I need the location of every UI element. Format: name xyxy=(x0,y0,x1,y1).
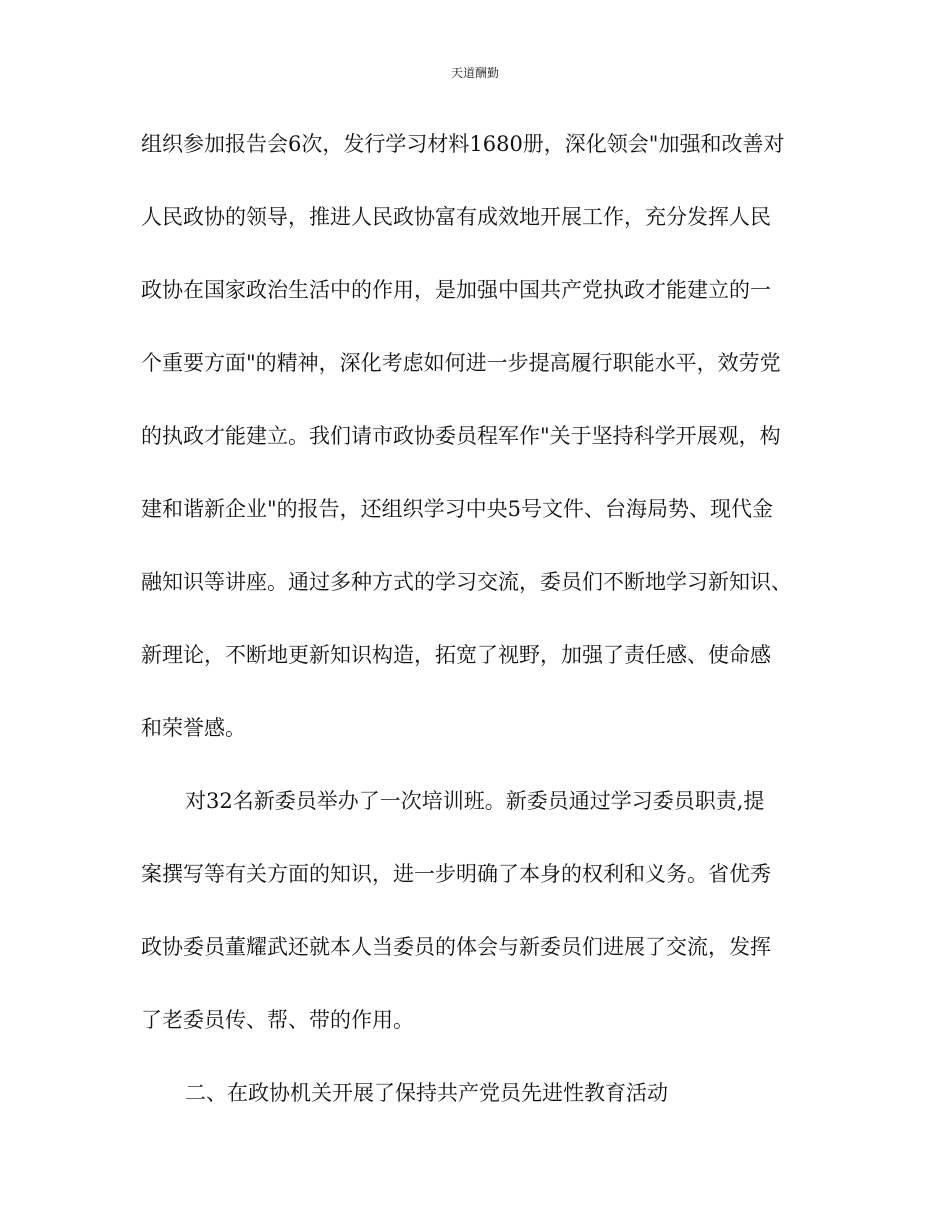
text-line: 个重要方面"的精神，深化考虑如何进一步提高履行职能水平，效劳党 xyxy=(141,351,781,375)
text-line: 政协在国家政治生活中的作用，是加强中国共产党执政才能建立的一 xyxy=(141,278,771,302)
text-line: 建和谐新企业"的报告，还组织学习中央5号文件、台海局势、现代金 xyxy=(141,497,774,521)
text-line: 人民政协的领导，推进人民政协富有成效地开展工作，充分发挥人民 xyxy=(141,205,771,229)
document-body xyxy=(141,122,831,1144)
text-line: 和荣誉感。 xyxy=(141,716,246,740)
text-line: 组织参加报告会6次，发行学习材料1680册，深化领会"加强和改善对 xyxy=(141,132,785,156)
text-line: 新理论，不断地更新知识构造，拓宽了视野，加强了责任感、使命感 xyxy=(141,643,771,667)
page-header: 天道酬勤 xyxy=(450,66,499,80)
text-line: 融知识等讲座。通过多种方式的学习交流，委员们不断地学习新知识、 xyxy=(141,570,792,594)
text-line: 政协委员董耀武还就本人当委员的体会与新委员们进展了交流，发挥 xyxy=(141,935,771,959)
section-heading: 二、在政协机关开展了保持共产党员先进性教育活动 xyxy=(185,1081,668,1105)
text-line: 案撰写等有关方面的知识，进一步明确了本身的权利和义务。省优秀 xyxy=(141,862,771,886)
text-line: 的执政才能建立。我们请市政协委员程军作"关于坚持科学开展观，构 xyxy=(141,424,781,448)
paragraph-start-line: 对32名新委员举办了一次培训班。新委员通过学习委员职责,提 xyxy=(185,789,765,813)
text-line: 了老委员传、帮、带的作用。 xyxy=(141,1008,414,1032)
